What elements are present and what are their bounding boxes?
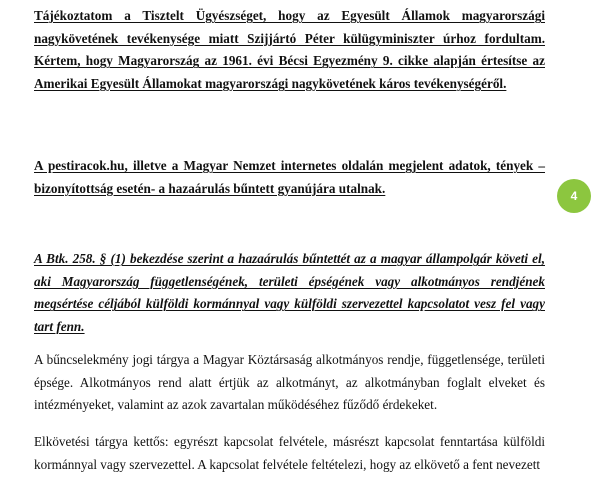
paragraph-object-of-offence: Elkövetési tárgya kettős: egyrészt kapcsolat felvétele, másrészt kapcsolat fenntartása külföldi kormánnyal vagy szervezettel. A kapcsolat felvétele feltételezi, hogy az elkövető a fent nevezett: [34, 434, 545, 472]
page-number: 4: [570, 189, 578, 203]
page-number-badge: [557, 179, 591, 213]
paragraph-notice-ambassador: Tájékoztatom a Tisztelt Ügyészséget, hogy az Egyesült Államok magyarországi nagykövetének tevékenysége miatt Szijjártó Péter külügyminiszter úrhoz fordultam. Kértem, hogy Magyarország az 1961. évi Bécsi Egyezmény 9. cikke alapján értesítse az Amerikai Egyesült Államokat magyarországi nagykövetének káros tevékenységéről.: [34, 8, 545, 91]
paragraph-btk-258: A Btk. 258. § (1) bekezdése szerint a hazaárulás bűntettét az a magyar állampolgár követi el, aki Magyarország függetlenségének, területi épségének vagy alkotmányos rendjének megsértése céljából külföldi kormánnyal vagy külföldi szervezettel kapcsolatot vesz fel vagy tart fenn.: [34, 251, 545, 334]
paragraph-legal-object: A bűncselekmény jogi tárgya a Magyar Köztársaság alkotmányos rendje, függetlensége, területi épsége. Alkotmányos rend alatt értjük az alkotmányt, az alkotmányban foglalt elveket és intézményeket, valamint az azok zavartalan működéséhez fűződő érdekeket.: [34, 352, 545, 413]
paragraph-published-facts: A pestiracok.hu, illetve a Magyar Nemzet internetes oldalán megjelent adatok, tények – bizonyítottság esetén- a hazaárulás bűntett gyanújára utalnak.: [34, 158, 545, 196]
